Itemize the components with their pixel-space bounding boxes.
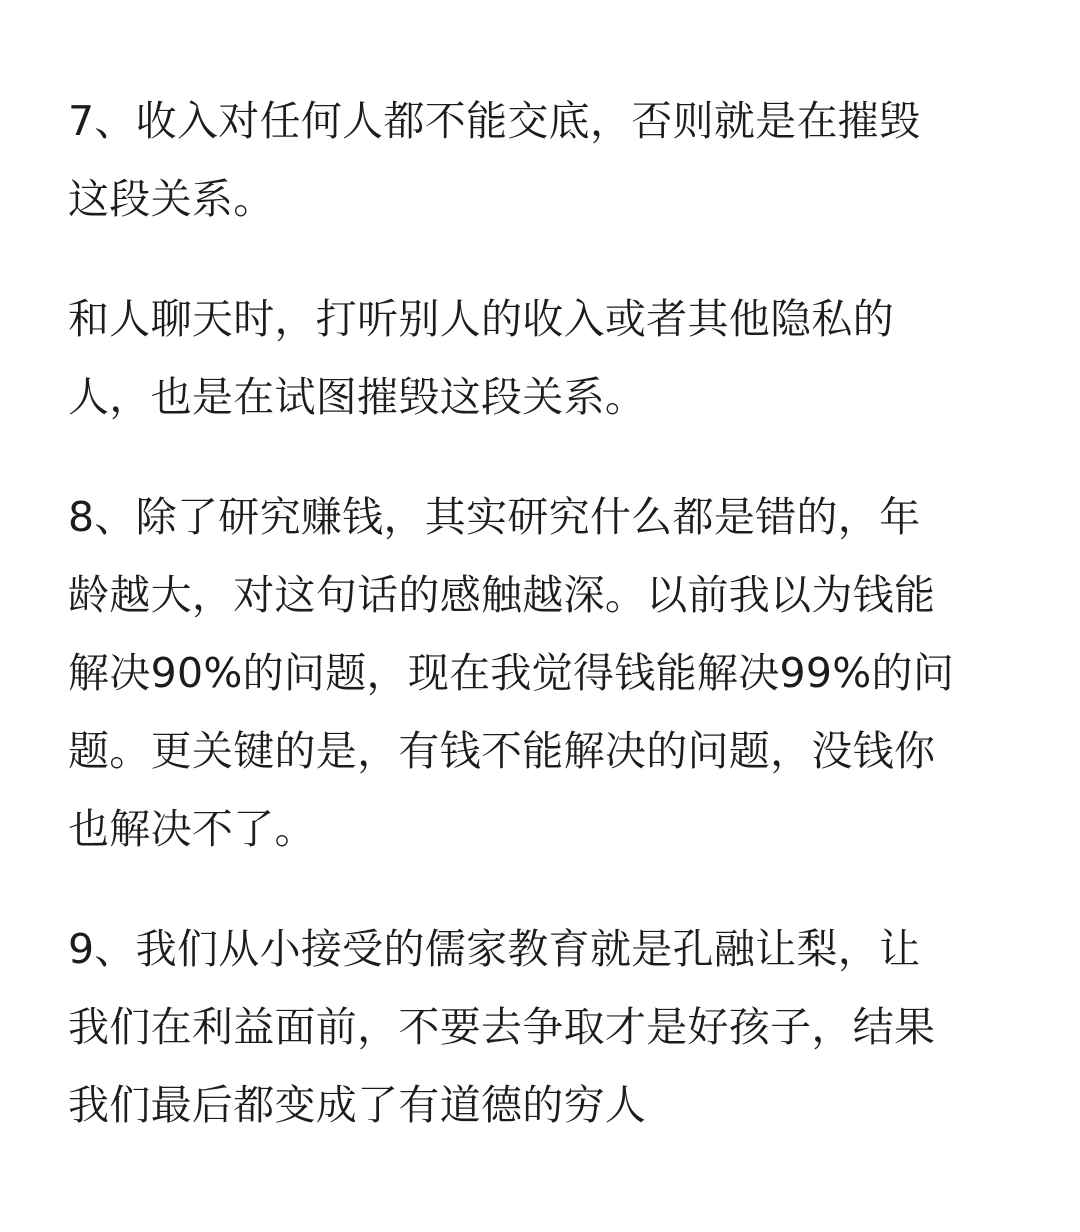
paragraph-7-income-privacy: 7、收入对任何人都不能交底，否则就是在摧毁 这段关系。 [68,97,921,223]
article-body [68,82,1018,1144]
paragraph-asking-privacy: 和人聊天时，打听别人的收入或者其他隐私的 人，也是在试图摧毁这段关系。 [68,295,894,421]
paragraph-9-confucian-education: 9、我们从小接受的儒家教育就是孔融让梨，让 我们在利益面前，不要去争取才是好孩子，结果 我们最后都变成了有道德的穷人 [68,925,936,1129]
paragraph-8-study-money: 8、除了研究赚钱，其实研究什么都是错的，年 龄越大，对这句话的感触越深。以前我以为钱能 解决90%的问题，现在我觉得钱能解决99%的问 题。更关键的是，有钱不能解决的问题，没钱你 也解决不了。 [68,493,955,853]
